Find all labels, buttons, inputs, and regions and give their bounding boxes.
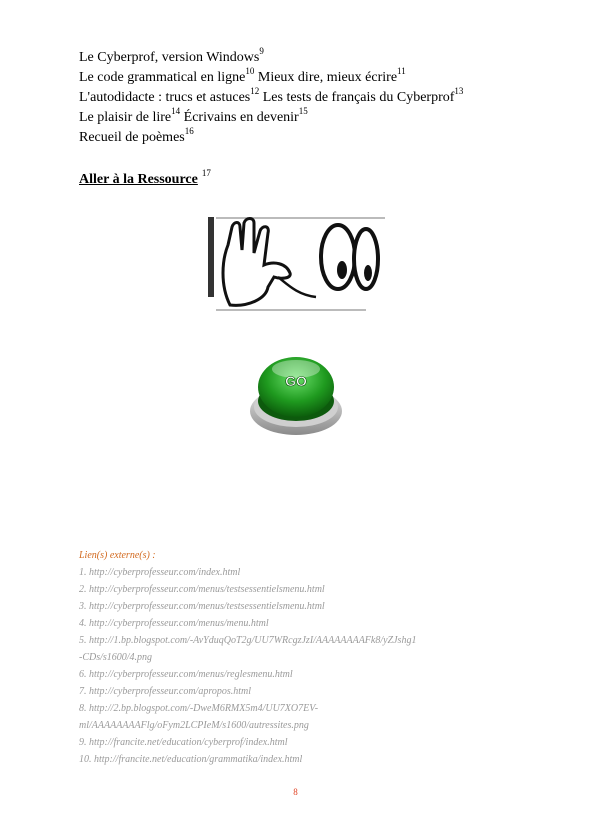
external-link-item[interactable]: 9. http://francite.net/education/cyberprof/index.html [79,737,288,748]
external-link-item[interactable]: 6. http://cyberprofesseur.com/menus/reglesmenu.html [79,669,293,680]
resource-ref: 14 [171,106,181,117]
aller-ressource-link[interactable]: Aller à la Ressource [79,172,198,187]
go-button[interactable] [248,345,344,441]
resource-ref: 13 [454,86,464,97]
aller-ressource[interactable] [79,168,211,188]
external-link-item[interactable]: 7. http://cyberprofesseur.com/apropos.html [79,686,252,697]
resource-link[interactable]: Mieux dire, mieux écrire [257,70,398,85]
resource-ref: 11 [397,66,406,77]
external-link-item[interactable]: 4. http://cyberprofesseur.com/menus/menu.html [79,618,269,629]
links-header: Lien(s) externe(s) : [79,550,156,561]
external-link-item[interactable]: 8. http://2.bp.blogspot.com/-DweM6RMX5m4/UU7XO7EV- [79,703,319,714]
resource-line [79,128,463,148]
external-link-item[interactable]: 1. http://cyberprofesseur.com/index.html [79,567,241,578]
resource-ref: 9 [259,46,264,57]
resource-line [79,88,463,108]
resource-ref: 12 [250,86,260,97]
resource-link[interactable]: Recueil de poèmes [79,130,185,145]
external-link-item[interactable]: -CDs/s1600/4.png [79,652,153,663]
external-links [79,547,416,768]
resource-link[interactable]: Le plaisir de lire [79,110,172,125]
resource-line [79,108,463,128]
external-link-item[interactable]: 5. http://1.bp.blogspot.com/-AvYduqQoT2g/UU7WRcgzJzI/AAAAAAAAFk8/yZJshg1 [79,635,417,646]
go-label: GO [285,373,307,389]
resource-list [79,48,463,148]
external-link-item[interactable]: 3. http://cyberprofesseur.com/menus/testsessentielsmenu.html [79,601,325,612]
resource-link[interactable]: Écrivains en devenir [183,110,299,125]
resource-ref: 10 [245,66,255,77]
resource-ref: 15 [298,106,308,117]
external-link-item[interactable]: 10. http://francite.net/education/grammatika/index.html [79,754,303,765]
resource-link[interactable]: L'autodidacte : trucs et astuces [79,90,251,105]
external-link-item[interactable]: 2. http://cyberprofesseur.com/menus/testsessentielsmenu.html [79,584,325,595]
resource-line [79,68,463,88]
aller-ressource-ref: 17 [201,168,211,179]
external-link-item[interactable]: ml/AAAAAAAAFlg/oFym2LCPIeM/s1600/autressites.png [79,720,309,731]
hand-eyes-illustration [208,215,385,317]
resource-link[interactable]: Le Cyberprof, version Windows [79,50,260,65]
resource-line [79,48,463,68]
resource-ref: 16 [184,126,194,137]
resource-link[interactable]: Les tests de français du Cyberprof [262,90,455,105]
page-number: 8 [293,787,298,797]
resource-link[interactable]: Le code grammatical en ligne [79,70,246,85]
